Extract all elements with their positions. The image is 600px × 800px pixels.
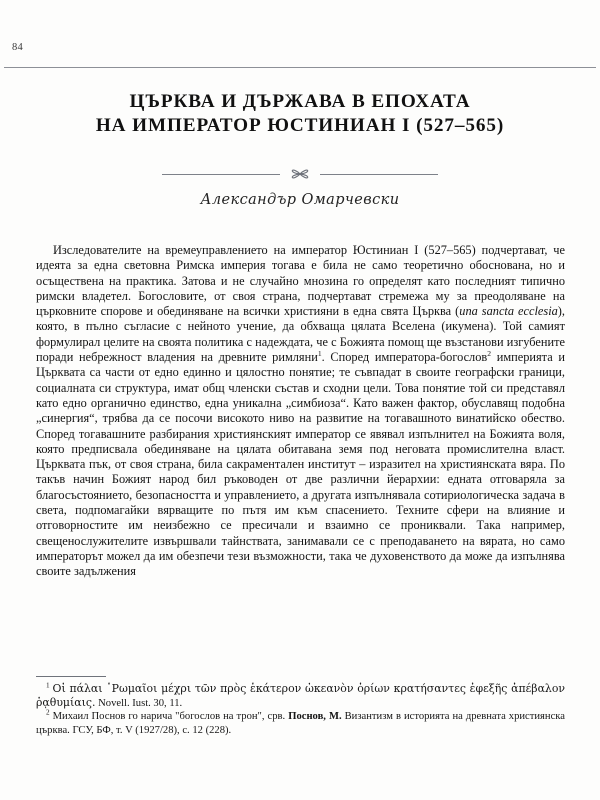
ornament-rule-left	[162, 174, 280, 175]
footnote-2-marker: 2	[46, 708, 50, 717]
footnote-2-text-after: Византизм в историята на древната християнска църква. ГСУ, БФ, т. V (1927/28), с. 12 (228).	[36, 711, 565, 736]
header-divider-rule	[4, 67, 596, 68]
footnote-area	[36, 676, 565, 737]
footnote-separator-rule	[36, 676, 106, 677]
folio-number: 84	[12, 42, 24, 53]
footnote-1-marker: 1	[46, 681, 50, 690]
ornament-rule-right	[320, 174, 438, 175]
ornament-divider	[0, 163, 600, 185]
footnote-reference-1[interactable]: 1	[317, 348, 322, 358]
author-byline: Александър Омарчевски	[200, 192, 400, 208]
footnote-2	[36, 710, 565, 736]
footnote-reference-2[interactable]: 2	[487, 348, 492, 358]
body-paragraph-1	[36, 243, 565, 580]
body-text-segment-2: ), която, в пълно съгласие с нейното учение, да обхваща цялата Вселена (икумена). Той самият формулирал целите на своята политика с надеждата, че с Божията помощ ще възстанови изгубените поради небрежност владения на древните римляни	[36, 304, 565, 365]
footnote-1	[36, 682, 565, 710]
title-line-1: ЦЪРКВА И ДЪРЖАВА В ЕПОХАТА	[129, 91, 471, 112]
page-header	[0, 42, 600, 72]
title-line-2: НА ИМПЕРАТОР ЮСТИНИАН I (527–565)	[95, 115, 505, 136]
footnote-2-author: Поснов, М.	[288, 711, 342, 723]
floral-ornament-icon	[289, 163, 311, 185]
latin-phrase-una-sancta-ecclesia: una sancta ecclesia	[459, 304, 558, 319]
page-title	[0, 90, 600, 138]
footnote-2-text-before: Михаил Поснов го нарича "богослов на трон", срв.	[52, 711, 289, 723]
body-text-segment-1: Изследователите на времеуправлението на император Юстиниан I (527–565) подчертават, че идеята за една световна Римска империя тогава е била не само теоретично обоснована, но и осъществена на практика. Затова и не случайно мнозина го определят като последният типично римски владетел. Богословите, от своя страна, подчертават стремежа му за преодоляване на църковните спорове и обединяване на всички християни в една свята Църква (	[36, 243, 565, 319]
body-text-segment-3: . Според императора-богослов	[321, 350, 488, 365]
footnote-1-greek-text: Οἱ πάλαι ῾Ρωμαῖοι μέχρι τῶν πρὸς ἑκάτερον ὠκεανὸν ὁρίων κρατήσαντες ἐφεξῆς ἀπέβαλον ῥᾳθυμίαις.	[36, 682, 565, 710]
body-text-segment-4: империята и Църквата са части от едно единно и цялостно понятие; те съвпадат в своите географски граници, социалната си структура, имат общ членски състав и сходни цели. Това понятие той си представял като едно органично единство, една уникална „симбиоза“. Като важен фактор, обуславящ подобна „синергия“, трябва да се посочи високото ниво на развитие на тогавашното винатийско обество. Според тогавашните разбирания християнският император се явявал изпълнител на Божията воля, която предписвала обединяване на цялата обитавана земя под неговата промислителна власт. Църквата пък, от своя страна, била сакраментален институт – изразител на християнската вяра. По такъв начин Божият народ бил ръководен от две различни йерархии: едната отговаряла за благосъстоянието, безопасността и управлението, а другата изпълнявала сотириологическа задача в света, подпомагайки вярващите по пътя им към спасението. Техните сфери на влияние и отговорностите им неизбежно се пресичали и взаимно се прониквали. Така например, свещенослужителите извършвали тайнствата, занимавали се с преподаването на вярата, но само императорът можел да им обезпечи тези възможности, така че духовенството да може да изпълнява своите задължения	[36, 350, 565, 579]
body-text	[36, 243, 565, 580]
footnote-1-citation: Novell. Iust. 30, 11.	[95, 698, 183, 710]
